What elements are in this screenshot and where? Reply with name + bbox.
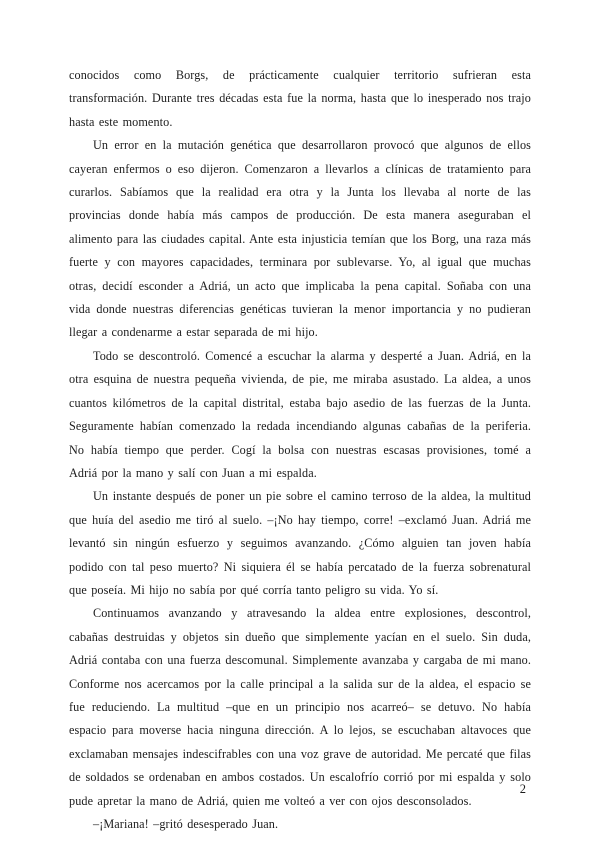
paragraph: Todo se descontroló. Comencé a escuchar la alarma y desperté a Juan. Adriá, en la otra esquina de nuestra pequeña vivienda, de pie, me miraba asustado. La aldea, a unos cuantos kilómetros de la capital distrital, estaba bajo asedio de las fuerzas de la Junta. Seguramente habían comenzado la redada incendiando algunas cabañas de la periferia. No había tiempo que perder. Cogí la bolsa con nuestras escasas provisiones, tomé a Adriá por la mano y salí con Juan a mi espalda. bbox=[69, 348, 531, 480]
paragraph-dialogue: –¡Mariana! –gritó desesperado Juan. bbox=[93, 817, 279, 831]
body-text bbox=[69, 64, 531, 836]
paragraph: Un instante después de poner un pie sobre el camino terroso de la aldea, la multitud que huía del asedio me tiró al suelo. –¡No hay tiempo, corre! –exclamó Juan. Adriá me levantó sin ningún esfuerzo y seguimos avanzando. ¿Cómo alguien tan joven había podido con tal peso muerto? Ni siquiera él se había percatado de la fuerza sobrenatural que poseía. Mi hijo no sabía por qué corría tanto peligro su vida. Yo sí. bbox=[69, 489, 531, 597]
paragraph: Continuamos avanzando y atravesando la aldea entre explosiones, descontrol, cabañas destruidas y objetos sin dueño que simplemente yacían en el suelo. Sin duda, Adriá contaba con una fuerza descomunal. Simplemente avanzaba y cargaba de mi mano. Conforme nos acercamos por la calle principal a la salida sur de la aldea, el espacio se fue reduciendo. La multitud –que en un principio nos acarreó– se detuvo. No había espacio para moverse hacia ninguna dirección. A lo lejos, se escuchaban altavoces que exclamaban mensajes indescifrables con una voz grave de autoridad. Me percaté que filas de soldados se ordenaban en ambos costados. Un escalofrío corrió por mi espalda y solo pude apretar la mano de Adriá, quien me volteó a ver con ojos desconsolados. bbox=[69, 606, 531, 808]
paragraph: Un error en la mutación genética que desarrollaron provocó que algunos de ellos cayeran enfermos o eso dijeron. Comenzaron a llevarlos a clínicas de tratamiento para curarlos. Sabíamos que la realidad era otra y la Junta los llevaba al norte de las provincias donde había más campos de producción. De esta manera aseguraban el alimento para las ciudades capital. Ante esta injusticia temían que los Borg, una raza más fuerte y con mayores capacidades, terminara por sublevarse. Yo, al igual que muchas otras, decidí esconder a Adriá, un acto que implicaba la pena capital. Soñaba con una vida donde nuestras diferencias genéticas tuvieran la menor importancia y no pudieran llegar a condenarme a estar separada de mi hijo. bbox=[69, 138, 531, 340]
paragraph-continuation: conocidos como Borgs, de prácticamente cualquier territorio sufrieran esta transformación. Durante tres décadas esta fue la norma, hasta que lo inesperado nos trajo hasta este momento. bbox=[69, 68, 531, 129]
page-number: 2 bbox=[519, 782, 526, 796]
